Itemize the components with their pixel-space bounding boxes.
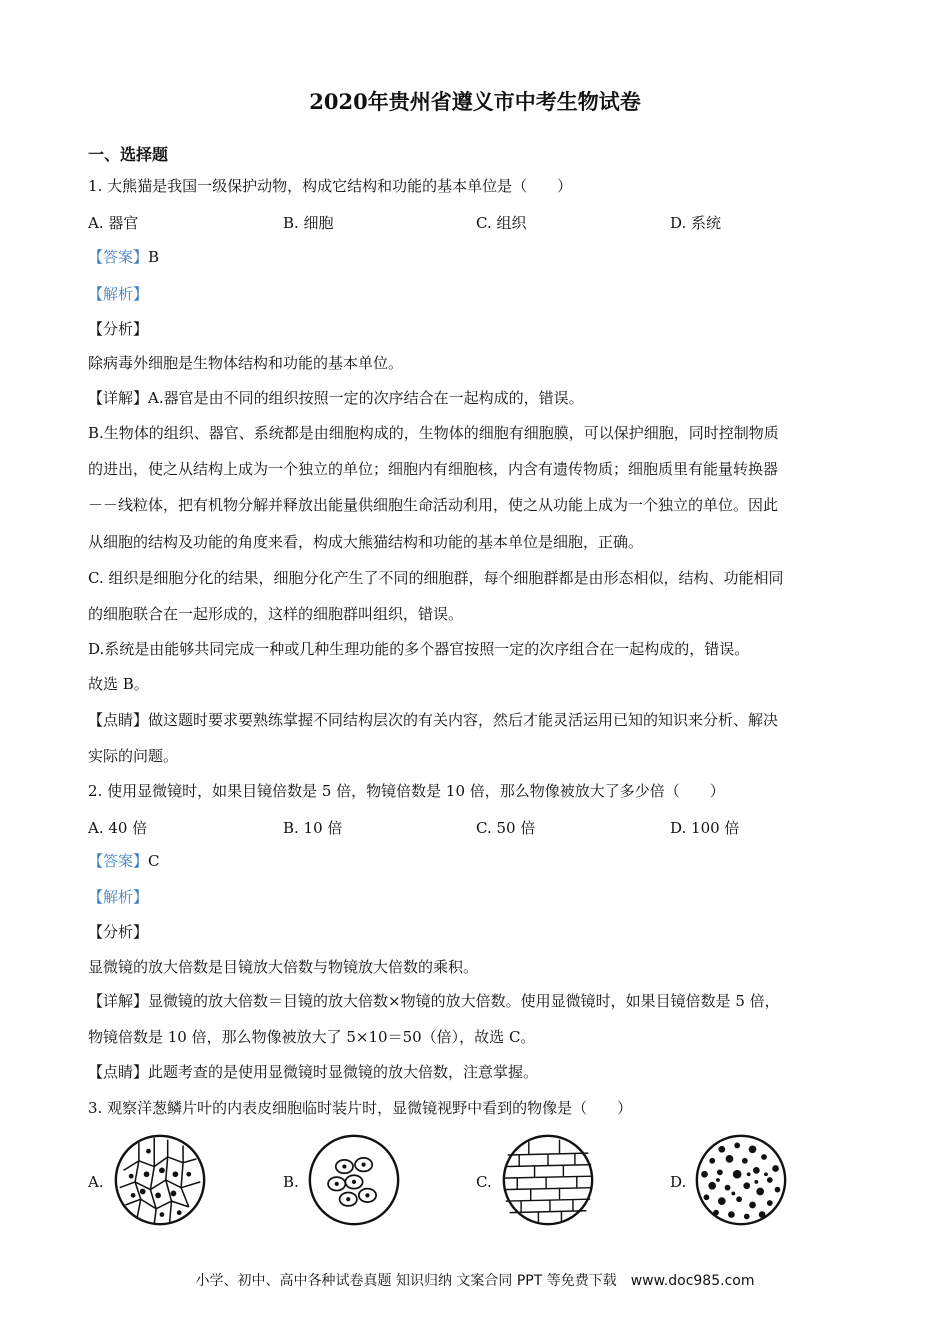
page-title: 2020年贵州省遵义市中考生物试卷: [309, 89, 641, 114]
q2-dianjing: 【点睛】此题考查的是使用显微镜时显微镜的放大倍数，注意掌握。: [88, 1063, 539, 1081]
q3-option-a-label: A.: [88, 1173, 104, 1191]
q1-detail-line: C. 组织是细胞分化的结果，细胞分化产生了不同的细胞群，每个细胞群都是由形态相似，结构、功能相同: [88, 569, 784, 587]
answer-value: C: [148, 852, 160, 870]
q1-answer: [88, 246, 159, 268]
elongated-brick-cells-image: [500, 1132, 596, 1228]
q1-dianjing-line: 实际的问题。: [88, 747, 179, 765]
q2-option-d: D. 100 倍: [670, 819, 740, 837]
q1-analysis-tag: 【解析】: [88, 285, 149, 303]
q2-option-b: B. 10 倍: [283, 819, 343, 837]
q2-detail-line: 【详解】显微镜的放大倍数＝目镜的放大倍数×物镜的放大倍数。使用显微镜时，如果目镜倍数是 5 倍，: [88, 992, 780, 1010]
q1-detail-line: 从细胞的结构及功能的角度来看，构成大熊猫结构和功能的基本单位是细胞，正确。: [88, 533, 644, 551]
answer-value: B: [148, 248, 160, 266]
round-cells-image: [306, 1132, 402, 1228]
dense-dotted-cells-image: [693, 1132, 789, 1228]
section-heading: 一、选择题: [88, 145, 169, 164]
q1-stem: 1. 大熊猫是我国一级保护动物，构成它结构和功能的基本单位是（ ）: [88, 177, 573, 195]
q2-stem: 2. 使用显微镜时，如果目镜倍数是 5 倍，物镜倍数是 10 倍，那么物像被放大了多少倍（ ）: [88, 782, 725, 800]
q3-option-b-label: B.: [283, 1173, 299, 1191]
q1-detail-line: 的细胞联合在一起形成的，这样的细胞群叫组织，错误。: [88, 605, 464, 623]
q3-option-c-label: C.: [476, 1173, 492, 1191]
q1-detail-line: 【详解】A.器官是由不同的组织按照一定的次序结合在一起构成的，错误。: [88, 389, 584, 407]
q3-stem: 3. 观察洋葱鳞片叶的内表皮细胞临时装片时，显微镜视野中看到的物像是（ ）: [88, 1099, 633, 1117]
q2-detail-line: 物镜倍数是 10 倍，那么物像被放大了 5×10＝50（倍），故选 C。: [88, 1028, 536, 1046]
page-footer: 小学、初中、高中各种试卷真题 知识归纳 文案合同 PPT 等免费下载 www.doc985.com: [195, 1273, 755, 1289]
q2-answer: [88, 850, 160, 872]
answer-tag: 【答案】: [88, 852, 149, 870]
q1-option-b: B. 细胞: [283, 214, 334, 232]
q1-detail-line: －－线粒体，把有机物分解并释放出能量供细胞生命活动利用，使之从功能上成为一个独立的单位。因此: [88, 496, 779, 514]
onion-epidermis-irregular-cells-image: [112, 1132, 208, 1228]
q1-detail-line: 故选 B。: [88, 675, 149, 693]
q2-fenxi-text: 显微镜的放大倍数是目镜放大倍数与物镜放大倍数的乘积。: [88, 958, 479, 976]
q1-option-c: C. 组织: [476, 214, 527, 232]
q2-fenxi-tag: 【分析】: [88, 923, 149, 941]
q1-dianjing-line: 【点睛】做这题时要求要熟练掌握不同结构层次的有关内容，然后才能灵活运用已知的知识来分析、解决: [88, 711, 779, 729]
answer-tag: 【答案】: [88, 248, 149, 266]
q1-detail-line: 的进出，使之从结构上成为一个独立的单位；细胞内有细胞核，内含有遗传物质；细胞质里有能量转换器: [88, 460, 779, 478]
q1-option-d: D. 系统: [670, 214, 722, 232]
q1-fenxi-text: 除病毒外细胞是生物体结构和功能的基本单位。: [88, 354, 404, 372]
q2-option-a: A. 40 倍: [88, 819, 148, 837]
q1-fenxi-tag: 【分析】: [88, 320, 149, 338]
q1-detail-line: D.系统是由能够共同完成一种或几种生理功能的多个器官按照一定的次序组合在一起构成的，错误。: [88, 640, 750, 658]
q2-option-c: C. 50 倍: [476, 819, 536, 837]
q1-detail-line: B.生物体的组织、器官、系统都是由细胞构成的，生物体的细胞有细胞膜，可以保护细胞，同时控制物质: [88, 424, 779, 442]
q3-option-d-label: D.: [670, 1173, 687, 1191]
q2-analysis-tag: 【解析】: [88, 888, 149, 906]
q1-option-a: A. 器官: [88, 214, 139, 232]
